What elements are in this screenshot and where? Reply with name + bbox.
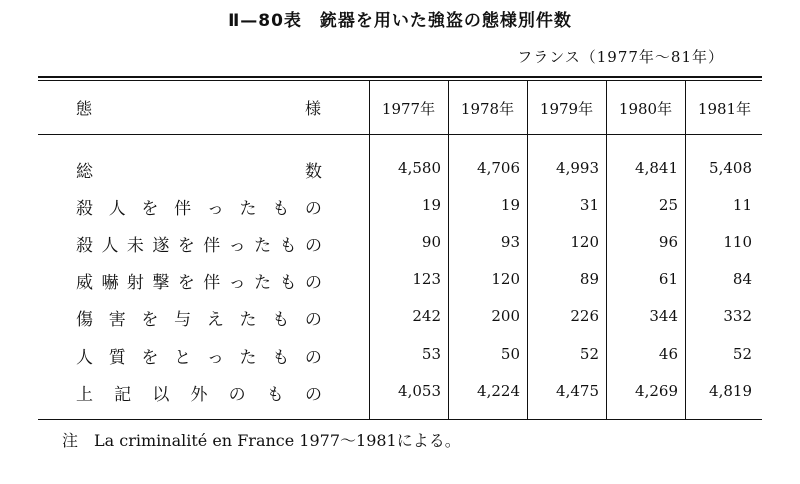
- table-cell: 52: [579, 345, 599, 363]
- row-label-char: も: [279, 236, 297, 256]
- table-row: [0, 194, 800, 224]
- row-label-char: 傷: [76, 310, 93, 330]
- row-label-char: も: [272, 199, 290, 219]
- table-cell: 200: [491, 307, 520, 325]
- row-label-char: 未: [126, 236, 144, 256]
- table-cell: 226: [570, 307, 599, 325]
- row-label-char: た: [254, 236, 272, 256]
- row-label-char: の: [304, 236, 322, 256]
- row-label-char: を: [141, 199, 159, 219]
- table-cell: 90: [421, 233, 441, 251]
- header-label-left: 態: [76, 99, 93, 118]
- row-label-char: も: [272, 310, 290, 330]
- row-label: [76, 231, 322, 256]
- row-label-char: 撃: [152, 273, 170, 293]
- row-label-char: も: [279, 273, 297, 293]
- row-label: [76, 194, 322, 219]
- row-label-char: 嚇: [101, 273, 119, 293]
- table-cell: 89: [579, 270, 599, 288]
- table-cell: 4,269: [635, 382, 678, 400]
- header-year: 1981年: [697, 100, 752, 118]
- table-cell: 4,993: [556, 159, 599, 177]
- row-label-char: 殺: [76, 236, 93, 256]
- table-cell: 123: [412, 270, 441, 288]
- row-label-char: た: [239, 199, 257, 219]
- table-row: [0, 231, 800, 261]
- header-year: 1980年: [618, 100, 673, 118]
- table-cell: 4,841: [635, 159, 678, 177]
- row-label-char: 外: [190, 385, 208, 405]
- table-cell: 4,706: [477, 159, 520, 177]
- header-rule: [38, 134, 762, 135]
- table-cell: 61: [658, 270, 678, 288]
- row-label-char: 人: [76, 348, 93, 368]
- table-cell: 50: [500, 345, 520, 363]
- row-label-char: 以: [152, 385, 170, 405]
- table-cell: 344: [649, 307, 678, 325]
- table-row: [0, 343, 800, 373]
- table-cell: 96: [658, 233, 678, 251]
- bottom-rule: [38, 419, 762, 420]
- table-cell: 4,053: [398, 382, 441, 400]
- row-label: [76, 305, 322, 330]
- table-row: [0, 380, 800, 410]
- row-label-char: の: [304, 310, 322, 330]
- row-label-char: を: [141, 348, 159, 368]
- row-label-char: た: [254, 273, 272, 293]
- table-cell: 5,408: [709, 159, 752, 177]
- row-label-char: の: [304, 199, 322, 219]
- row-label-char: 遂: [152, 236, 170, 256]
- row-label: [76, 157, 322, 182]
- row-label-char: も: [272, 348, 290, 368]
- row-label-char: 数: [305, 162, 322, 182]
- table-cell: 120: [570, 233, 599, 251]
- row-label-char: っ: [228, 236, 246, 256]
- table-cell: 19: [421, 196, 441, 214]
- row-label-char: 伴: [174, 199, 192, 219]
- table-cell: 93: [500, 233, 520, 251]
- header-year: 1979年: [539, 100, 594, 118]
- table-cell: 19: [500, 196, 520, 214]
- row-label-char: の: [304, 348, 322, 368]
- row-label-char: と: [174, 348, 192, 368]
- row-label-char: 上: [76, 385, 93, 405]
- table-cell: 46: [658, 345, 678, 363]
- row-label-char: っ: [228, 273, 246, 293]
- header-label-right: 様: [305, 99, 322, 118]
- table-cell: 110: [723, 233, 752, 251]
- table-note: 注 La criminalité en France 1977〜1981による。: [62, 431, 461, 450]
- table-cell: 120: [491, 270, 520, 288]
- row-label-char: え: [206, 310, 224, 330]
- table-cell: 4,580: [398, 159, 441, 177]
- row-label-char: 記: [114, 385, 132, 405]
- table-cell: 11: [732, 196, 752, 214]
- row-label-char: を: [177, 273, 195, 293]
- row-label-char: た: [239, 310, 257, 330]
- row-label-char: 総: [76, 162, 93, 182]
- top-rule-thin: [38, 80, 762, 81]
- row-label-char: た: [239, 348, 257, 368]
- table-cell: 84: [732, 270, 752, 288]
- table-cell: 4,819: [709, 382, 752, 400]
- table-cell: 242: [412, 307, 441, 325]
- table-row: [0, 268, 800, 298]
- row-label-char: 伴: [203, 236, 221, 256]
- row-label-char: の: [304, 273, 322, 293]
- row-label-char: 人: [101, 236, 119, 256]
- row-label-char: 殺: [76, 199, 93, 219]
- table-cell: 4,224: [477, 382, 520, 400]
- table-row: [0, 157, 800, 187]
- row-label-char: っ: [206, 199, 224, 219]
- table-cell: 52: [732, 345, 752, 363]
- row-label-char: 質: [108, 348, 126, 368]
- row-label: [76, 268, 322, 293]
- row-label-char: の: [228, 385, 246, 405]
- row-label-char: 射: [126, 273, 144, 293]
- table-cell: 25: [658, 196, 678, 214]
- table-cell: 4,475: [556, 382, 599, 400]
- row-label-char: 威: [76, 273, 93, 293]
- row-label-char: 与: [174, 310, 192, 330]
- row-label-char: を: [141, 310, 159, 330]
- row-label-char: を: [177, 236, 195, 256]
- table-title: Ⅱ—80表 銃器を用いた強盗の態様別件数: [228, 11, 572, 31]
- top-rule-thick: [38, 76, 762, 78]
- row-label-char: 伴: [203, 273, 221, 293]
- table-cell: 53: [421, 345, 441, 363]
- row-label: [76, 380, 322, 405]
- header-year: 1978年: [460, 100, 515, 118]
- table-subtitle: フランス（1977年〜81年）: [517, 48, 724, 66]
- row-label-char: の: [304, 385, 322, 405]
- row-label-char: 害: [108, 310, 126, 330]
- table-cell: 332: [723, 307, 752, 325]
- row-label-char: も: [266, 385, 284, 405]
- row-label-char: 人: [108, 199, 126, 219]
- row-label: [76, 343, 322, 368]
- row-label-char: っ: [206, 348, 224, 368]
- table-row: [0, 305, 800, 335]
- header-year: 1977年: [381, 100, 436, 118]
- table-cell: 31: [579, 196, 599, 214]
